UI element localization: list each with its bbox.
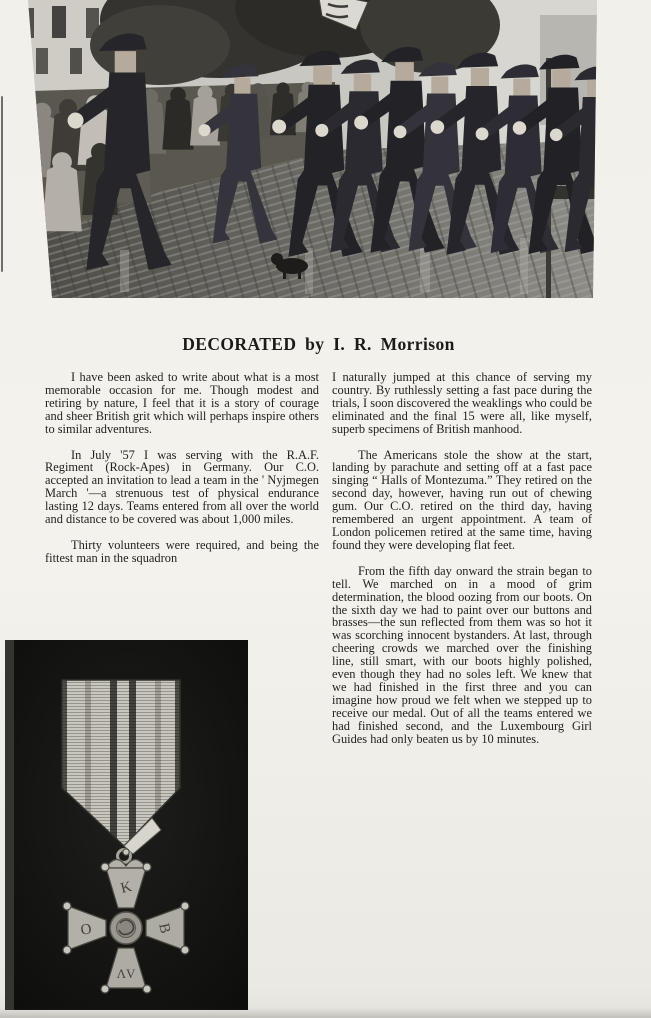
column-right bbox=[332, 371, 592, 745]
medal-letter-top: K bbox=[119, 878, 134, 898]
medal-photo-illustration bbox=[5, 640, 248, 1010]
paragraph: In July '57 I was serving with the R.A.F. Regiment (Rock-Apes) in Germany. Our C.O. accepted an invitation to lead a team in the ' Nyjmegen March '—a strenuous test of physical endurance lasting 12 days. Teams entered from all over the world and distance to be covered was about 1,000 miles. bbox=[45, 447, 319, 527]
parade-photo-illustration bbox=[0, 0, 600, 302]
medal-letters-bottom: ΛV bbox=[116, 966, 136, 981]
paragraph: From the fifth day onward the strain began to tell. We marched on in a mood of grim determination, the blood oozing from our boots. On the sixth day we had to paint over our buttons and brasses—the sun reflected from them was so hot it was scorching innocent bystanders. At last, through cheering crowds we marched over the finishing line, still smart, with our boots highly polished, even though they had no soles left. We knew that we had finished in the first three and you can imagine how proud we felt when we stepped up to receive our medal. Out of all the teams entered we had finished second, and the Luxembourg Girl Guides had only beaten us by 10 minutes. bbox=[332, 563, 592, 746]
article-title: DECORATED by I. R. Morrison bbox=[182, 334, 455, 354]
paragraph: I naturally jumped at this chance of serving my country. By ruthlessly setting a fast pace during the trials, I soon discovered the weaklings who could be eliminated and the final 15 were all, like myself, superb specimens of British manhood. bbox=[332, 370, 592, 436]
parade-photo bbox=[0, 0, 600, 302]
medal-photo bbox=[5, 640, 248, 1010]
medal-centre-emblem bbox=[110, 912, 142, 944]
page-bottom-shading bbox=[0, 1008, 651, 1018]
scan-artifact-line bbox=[1, 96, 3, 272]
paragraph: The Americans stole the show at the start, landing by parachute and setting off at a fast pace singing “ Halls of Montezuma.” They retired on the second day, however, having run out of chewing gum. Our C.O. retired on the third day, having remembered an urgent appointment. A team of London policemen retired at the same time, having found they were developing flat feet. bbox=[332, 447, 592, 552]
paragraph: I have been asked to write about what is a most memorable occasion for me. Though modest and retiring by nature, I feel that it is a story of courage and sheer British grit which will perhaps inspire others to similar adventures. bbox=[45, 370, 319, 436]
medal-letter-right: B bbox=[155, 921, 173, 935]
paragraph: Thirty volunteers were required, and being the fittest man in the squadron bbox=[45, 537, 319, 565]
medal-letter-left: O bbox=[79, 921, 93, 939]
